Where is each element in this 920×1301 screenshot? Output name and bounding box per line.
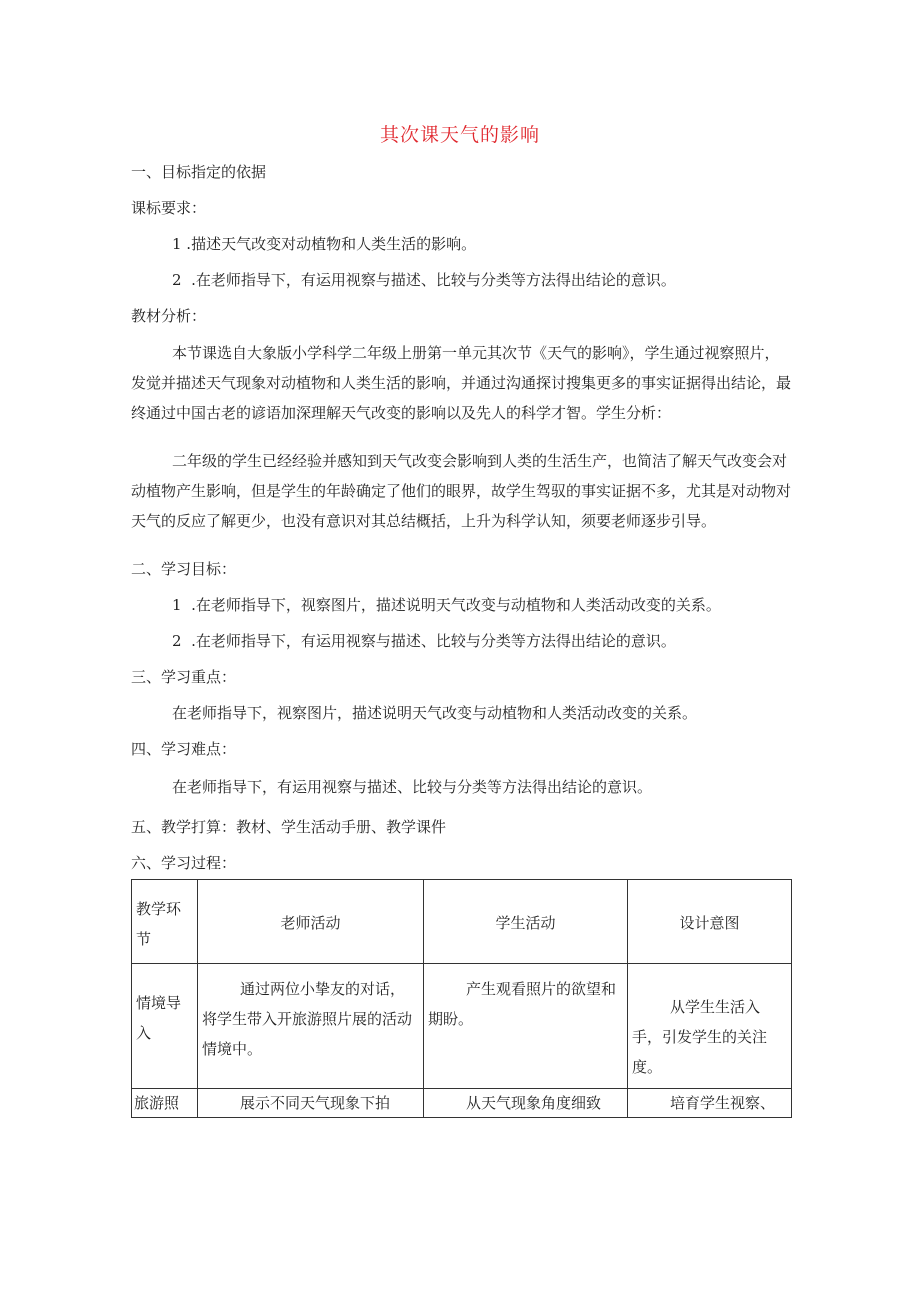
table-cell: 情境导入 [132,964,198,1089]
table-cell: 从天气现象角度细致 [424,1089,628,1118]
table-cell: 展示不同天气现象下拍 [198,1089,424,1118]
textbook-analysis-paragraph: 本节课选自大象版小学科学二年级上册第一单元其次节《天气的影响》，学生通过视察照片，发觉并描述天气现象对动植物和人类生活的影响，并通过沟通探讨搜集更多的事实证据得出结论，最终通过中国古老的谚语加深理解天气改变的影响以及先人的科学才智。学生分析： [131,344,792,422]
table-header-cell: 设计意图 [628,880,792,964]
section-6-heading: 六、学习过程： [131,854,237,872]
difficulty-text: 在老师指导下，有运用视察与描述、比较与分类等方法得出结论的意识。 [172,778,653,796]
table-header-cell: 老师活动 [198,880,424,964]
section-4-heading: 四、学习难点： [131,740,237,758]
table-header-row [132,880,792,964]
table-row [132,1089,792,1118]
learning-process-table [131,879,792,1118]
document-title: 其次课天气的影响 [379,124,540,146]
table-cell: 旅游照 [132,1089,198,1118]
table-cell: 从学生生活入手，引发学生的关注度。 [628,964,792,1089]
section-2-heading: 二、学习目标： [131,560,237,578]
table-cell: 通过两位小挚友的对话，将学生带入开旅游照片展的活动情境中。 [198,964,424,1089]
curriculum-item-2: 2 .在老师指导下，有运用视察与描述、比较与分类等方法得出结论的意识。 [172,271,676,289]
student-analysis-paragraph: 二年级的学生已经经验并感知到天气改变会影响到人类的生活生产，也简洁了解天气改变会对动植物产生影响，但是学生的年龄确定了他们的眼界，故学生驾驭的事实证据不多，尤其是对动物对天气的反应了解更少，也没有意识对其总结概括，上升为科学认知，须要老师逐步引导。 [131,452,792,530]
table-cell: 培育学生视察、 [628,1089,792,1118]
goal-item-1: 1 .在老师指导下，视察图片，描述说明天气改变与动植物和人类活动改变的关系。 [172,596,721,614]
section-5-heading: 五、教学打算：教材、学生活动手册、教学课件 [131,818,447,836]
table-row [132,964,792,1089]
curriculum-item-1: 1 .描述天气改变对动植物和人类生活的影响。 [172,235,477,253]
goal-item-2: 2 .在老师指导下，有运用视察与描述、比较与分类等方法得出结论的意识。 [172,632,676,650]
textbook-label: 教材分析： [131,307,207,325]
section-1-heading: 一、目标指定的依据 [131,163,267,181]
section-3-heading: 三、学习重点： [131,668,237,686]
table-cell: 产生观看照片的欲望和期盼。 [424,964,628,1089]
table-header-cell: 教学环节 [132,880,198,964]
key-point-text: 在老师指导下，视察图片，描述说明天气改变与动植物和人类活动改变的关系。 [172,704,698,722]
curriculum-label: 课标要求： [131,199,207,217]
table-header-cell: 学生活动 [424,880,628,964]
